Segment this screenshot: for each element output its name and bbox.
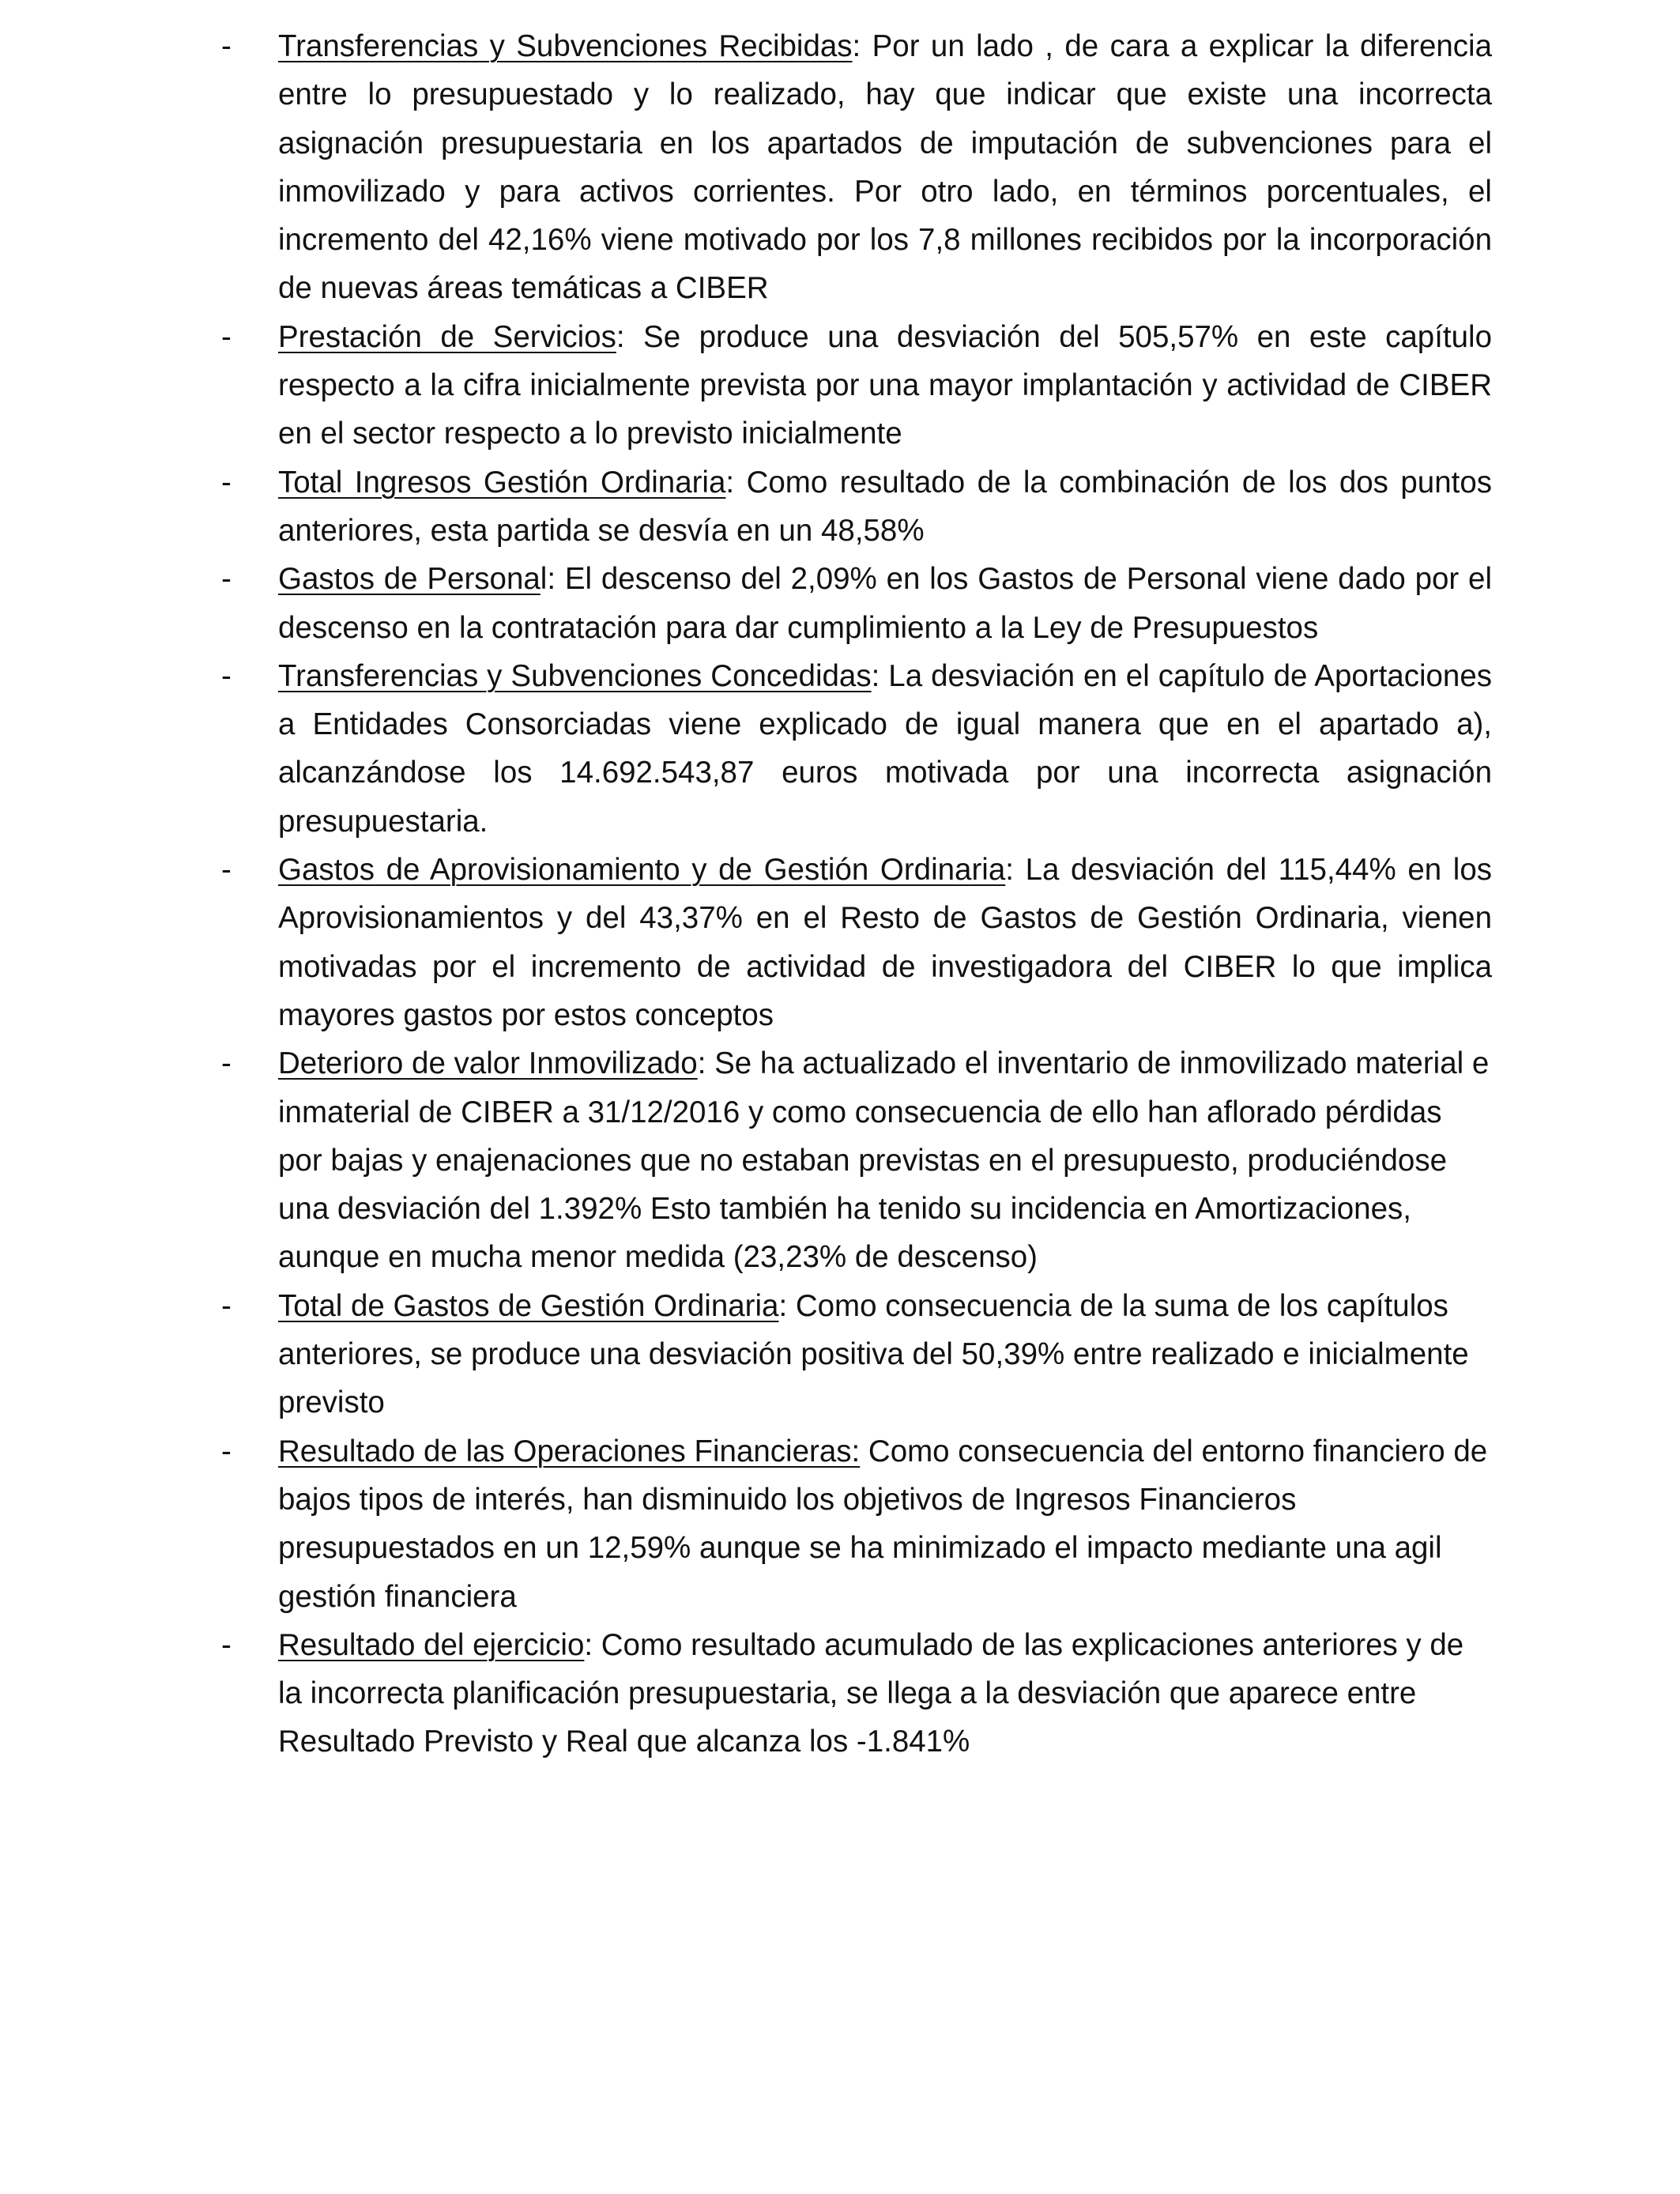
item-text: : Se produce una desviación del 505,57% en este capítulo respecto a la cifra inicialmente prevista por una mayor implantación y actividad de CIBER en el sector respecto a lo previsto inicialmente — [278, 319, 1492, 451]
bullet-dash: - — [221, 658, 232, 693]
item-heading: Total de Gastos de Gestión Ordinaria — [278, 1288, 779, 1323]
bullet-dash: - — [221, 1627, 232, 1662]
item-heading: Transferencias y Subvenciones Concedidas — [278, 658, 872, 693]
list-item — [221, 313, 1492, 458]
bullet-dash: - — [221, 1046, 232, 1081]
item-heading: Transferencias y Subvenciones Recibidas — [278, 29, 853, 63]
item-text: : Por un lado , de cara a explicar la diferencia entre lo presupuestado y lo realizado, hay que indicar que existe una incorrecta asignación presupuestaria en los apartados de imputación de subvenciones para el inmovilizado y para activos corrientes. Por otro lado, en términos porcentuales, el incremento del 42,16% viene motivado por los 7,8 millones recibidos por la incorporación de nuevas áreas temáticas a CIBER — [278, 29, 1492, 306]
bullet-dash: - — [221, 29, 232, 63]
item-text: : Se ha actualizado el inventario de inmovilizado material e inmaterial de CIBER a 31/12/2016 y como consecuencia de ello han aflorado pérdidas por bajas y enajenaciones que no estaban previstas en el presupuesto, produciéndose una desviación del 1.392% Esto también ha tenido su incidencia en Amortizaciones, aunque en mucha menor medida (23,23% de descenso) — [278, 1046, 1490, 1275]
bullet-dash: - — [221, 1434, 232, 1468]
list-item — [221, 1621, 1492, 1766]
bullet-dash: - — [221, 319, 232, 354]
bullet-dash: - — [221, 1288, 232, 1323]
item-text: l: El descenso del 2,09% en los Gastos de Personal viene dado por el descenso en la contratación para dar cumplimiento a la Ley de Presupuestos — [278, 562, 1492, 645]
list-item — [221, 22, 1492, 313]
list-item — [221, 1427, 1492, 1621]
item-heading: Prestación de Servicios — [278, 319, 616, 354]
item-heading: Deterioro de valor Inmovilizado — [278, 1046, 698, 1081]
item-heading: Total Ingresos Gestión Ordinaria — [278, 465, 726, 499]
item-heading: Gastos de Persona — [278, 562, 541, 597]
list-item — [221, 652, 1492, 846]
list-item — [221, 846, 1492, 1039]
list-item — [221, 458, 1492, 556]
bullet-list — [221, 22, 1492, 1766]
item-text: : Como resultado acumulado de las explicaciones anteriores y de la incorrecta planificación presupuestaria, se llega a la desviación que aparece entre Resultado Previsto y Real que alcanza los -1.841% — [278, 1627, 1464, 1759]
item-text: : La desviación en el capítulo de Aportaciones a Entidades Consorciadas viene explicado de igual manera que en el apartado a), alcanzándose los 14.692.543,87 euros motivada por una incorrecta asignación presupuestaria. — [278, 658, 1492, 839]
item-text: : Como consecuencia de la suma de los capítulos anteriores, se produce una desviación positiva del 50,39% entre realizado e inicialmente previsto — [278, 1288, 1469, 1420]
item-text: : Como resultado de la combinación de los dos puntos anteriores, esta partida se desvía en un 48,58% — [278, 465, 1492, 548]
list-item — [221, 1039, 1492, 1281]
item-heading: Resultado del ejercicio — [278, 1627, 585, 1662]
item-text: : La desviación del 115,44% en los Aprovisionamientos y del 43,37% en el Resto de Gastos de Gestión Ordinaria, vienen motivadas por el incremento de actividad de investigadora del CIBER lo que implica mayores gastos por estos conceptos — [278, 853, 1492, 1032]
bullet-dash: - — [221, 465, 232, 499]
bullet-dash: - — [221, 853, 232, 888]
item-heading: Gastos de Aprovisionamiento y de Gestión Ordinaria — [278, 853, 1006, 888]
item-text: Como consecuencia del entorno financiero de bajos tipos de interés, han disminuido los objetivos de Ingresos Financieros presupuestados en un 12,59% aunque se ha minimizado el impacto mediante una agil gestión financiera — [278, 1434, 1488, 1614]
item-heading: Resultado de las Operaciones Financieras: — [278, 1434, 861, 1468]
bullet-dash: - — [221, 562, 232, 597]
list-item — [221, 1282, 1492, 1427]
list-item — [221, 555, 1492, 652]
